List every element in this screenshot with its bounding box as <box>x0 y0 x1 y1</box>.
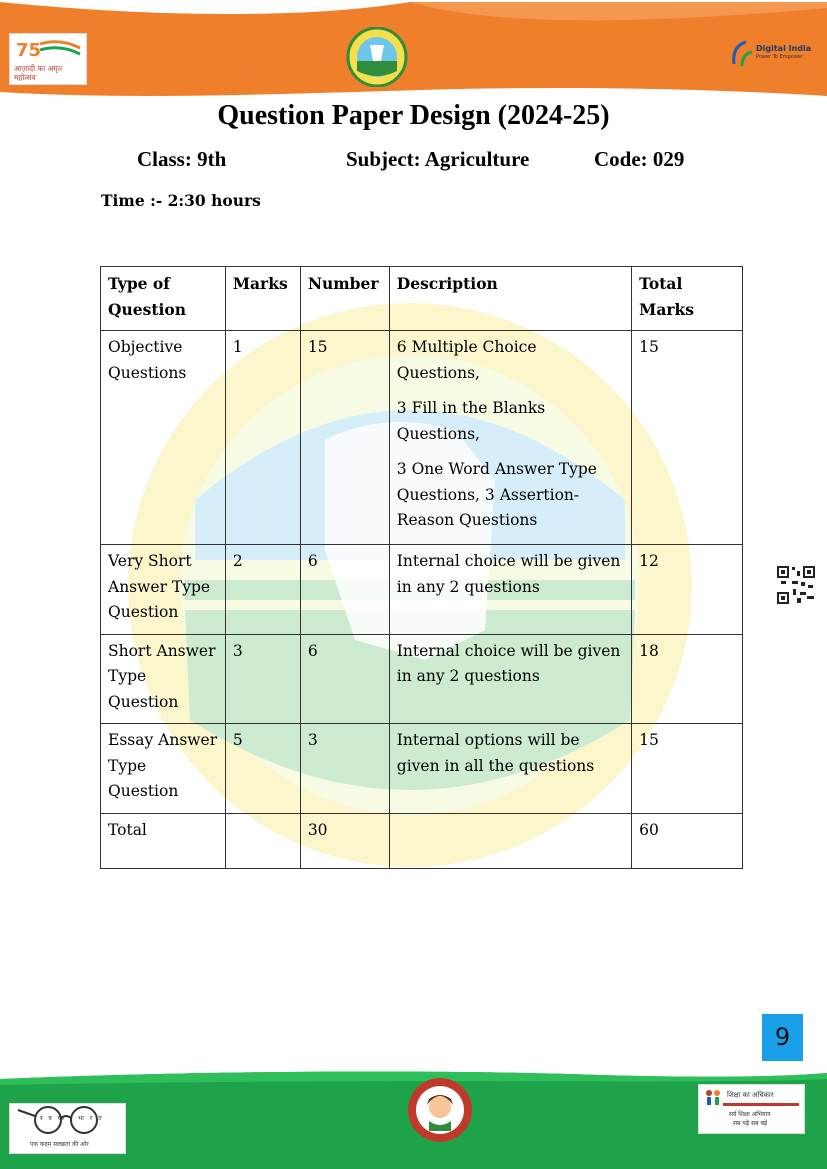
class-label: Class: 9th <box>137 147 227 171</box>
subject-label: Subject: Agriculture <box>346 147 530 171</box>
table-row <box>101 724 743 814</box>
description-line: Internal options will be given in all the questions <box>396 731 595 775</box>
swachh-bharat-tagline: एक कदम स्वच्छता की ओर <box>30 1141 89 1148</box>
shiksha-logo-sub1: सर्व शिक्षा अभियान <box>729 1111 771 1118</box>
table-row <box>101 331 743 545</box>
cell-type: Very Short Answer Type Question <box>101 545 226 635</box>
swachh-bharat-text: स्वच्छ भारत <box>40 1115 108 1122</box>
table-header-row <box>101 267 743 331</box>
digital-india-logo <box>730 38 820 70</box>
cell-type: Short Answer Type Question <box>101 634 226 724</box>
cell-number: 15 <box>300 331 389 545</box>
digital-india-tagline: Power To Empower <box>756 54 804 60</box>
swachh-bharat-logo <box>9 1103 126 1154</box>
header-marks: Marks <box>225 267 300 331</box>
header-banner <box>0 0 827 100</box>
cell-number: 6 <box>300 545 389 635</box>
header-description: Description <box>389 267 631 331</box>
header-type-of-question: Type of Question <box>101 267 226 331</box>
digital-india-icon <box>730 38 756 68</box>
header-number: Number <box>300 267 389 331</box>
svg-text:75: 75 <box>16 40 42 61</box>
table-row <box>101 545 743 635</box>
cell-total: 12 <box>632 545 743 635</box>
description-line: Internal choice will be given in any 2 questions <box>396 641 621 685</box>
qr-code-icon <box>776 565 816 605</box>
cell-marks: 3 <box>225 634 300 724</box>
cell-marks: 1 <box>225 331 300 545</box>
shiksha-logo-sub2: सब पढ़ें सब बढ़ें <box>733 1120 768 1127</box>
code-label: Code: 029 <box>594 147 685 171</box>
time-label: Time :- 2:30 hours <box>101 191 261 210</box>
cell-type: Objective Questions <box>101 331 226 545</box>
shiksha-ka-adhikar-logo <box>698 1084 805 1134</box>
cell-total: 60 <box>632 813 743 868</box>
page-number-badge: 9 <box>762 1014 803 1061</box>
digital-india-text: Digital India <box>756 44 812 53</box>
cell-type: Essay Answer Type Question <box>101 724 226 814</box>
cell-type: Total <box>101 813 226 868</box>
question-paper-table <box>100 266 743 869</box>
cell-description <box>389 331 631 545</box>
table-row <box>101 634 743 724</box>
page-title: Question Paper Design (2024-25) <box>217 100 610 131</box>
children-icon <box>703 1088 723 1108</box>
cell-marks <box>225 813 300 868</box>
description-line: 3 One Word Answer Type Questions, 3 Assertion-Reason Questions <box>396 460 597 529</box>
cell-description <box>389 545 631 635</box>
cell-marks: 5 <box>225 724 300 814</box>
cell-number: 3 <box>300 724 389 814</box>
cell-description <box>389 724 631 814</box>
azadi-ka-amrit-mahotsav-logo <box>9 33 87 85</box>
description-line: Internal choice will be given in any 2 questions <box>396 552 621 596</box>
cell-number: 30 <box>300 813 389 868</box>
description-line: 3 Fill in the Blanks Questions, <box>396 399 546 443</box>
header-total-marks: Total Marks <box>632 267 743 331</box>
cell-description <box>389 634 631 724</box>
cell-number: 6 <box>300 634 389 724</box>
description-line: 6 Multiple Choice Questions, <box>396 338 537 382</box>
cell-total: 15 <box>632 331 743 545</box>
cell-description <box>389 813 631 868</box>
cell-total: 18 <box>632 634 743 724</box>
cell-total: 15 <box>632 724 743 814</box>
table-row-total <box>101 813 743 868</box>
cell-marks: 2 <box>225 545 300 635</box>
beti-bachao-logo-icon <box>407 1077 473 1143</box>
hbse-emblem-icon <box>346 27 408 87</box>
azadi-logo-text: आज़ादी का अमृत महोत्सव <box>14 64 63 82</box>
shiksha-logo-title: शिक्षा का अधिकार <box>727 1091 774 1099</box>
